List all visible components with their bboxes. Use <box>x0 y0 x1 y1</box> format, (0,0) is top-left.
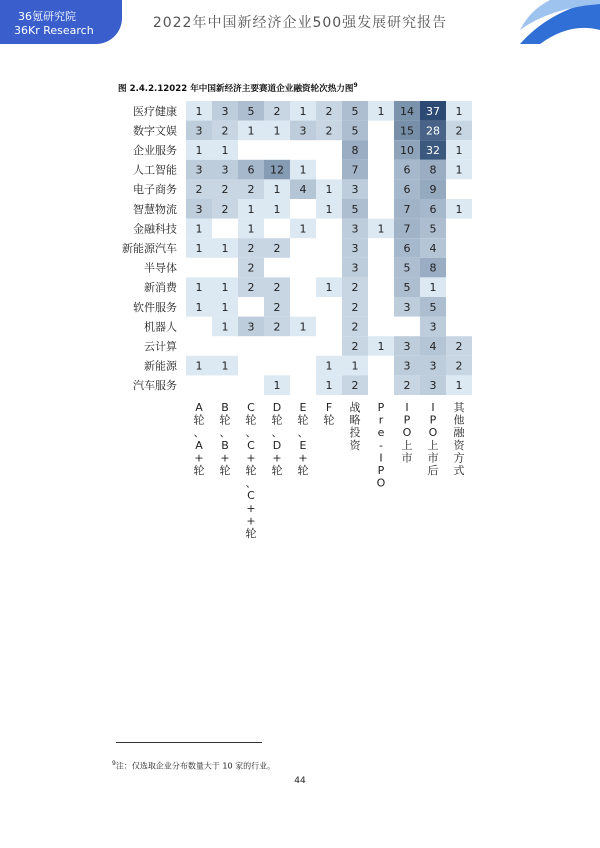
column-label-char: 、 <box>271 426 283 440</box>
column-label-char: 轮 <box>271 464 283 477</box>
cell-value: 2 <box>221 202 229 216</box>
column-label-char: 式 <box>453 464 465 477</box>
cell-value: 1 <box>221 281 229 295</box>
cell-value: 1 <box>455 144 463 157</box>
cell-value: 32 <box>426 144 440 157</box>
column-label-char: 方 <box>453 451 465 465</box>
column-label-char: 轮 <box>219 464 231 477</box>
cell-value: 1 <box>221 242 229 255</box>
column-label-char: 战 <box>349 401 361 414</box>
cell-value: 1 <box>195 144 203 157</box>
cell-value: 3 <box>403 340 411 353</box>
cell-value: 1 <box>325 281 333 295</box>
cell-value: 1 <box>377 222 385 236</box>
row-label: 电子商务 <box>133 183 177 197</box>
cell-value: 2 <box>325 104 333 118</box>
row-label: 医疗健康 <box>133 104 177 118</box>
footnote <box>112 760 275 772</box>
column-label-char: E <box>299 438 307 452</box>
cell-value: 1 <box>221 320 229 334</box>
column-label-char: 轮 <box>245 464 257 477</box>
figure-caption-note-ref: 9 <box>353 82 358 90</box>
row-label: 汽车服务 <box>133 379 177 393</box>
column-label-char: 轮 <box>219 413 231 427</box>
cell-value: 2 <box>273 300 281 314</box>
cell-value: 2 <box>195 183 203 197</box>
cell-value: 1 <box>195 300 203 314</box>
column-label-char: 后 <box>427 464 439 477</box>
cell-value: 2 <box>455 359 463 373</box>
column-label-char: 轮 <box>245 413 257 427</box>
column-label-char: E <box>299 401 307 414</box>
cell-value: 1 <box>195 359 203 373</box>
cell-value: 10 <box>400 144 414 157</box>
cell-value: 1 <box>299 104 307 118</box>
cell-value: 6 <box>403 242 411 255</box>
cell-value: 1 <box>429 281 437 295</box>
row-label: 机器人 <box>144 320 177 334</box>
row-label: 云计算 <box>144 340 177 353</box>
cell-value: 1 <box>325 183 333 197</box>
column-label-char: I <box>379 451 383 465</box>
column-label-char: F <box>325 401 333 414</box>
column-label-char: 上 <box>401 438 413 452</box>
report-title: 2022年中国新经济企业500强发展研究报告 <box>152 15 448 31</box>
column-label-char: O <box>376 476 386 490</box>
column-label-char: B <box>221 438 229 452</box>
cell-value: 12 <box>270 163 284 177</box>
row-label: 新能源 <box>144 359 177 373</box>
cell-value: 1 <box>247 222 255 236</box>
cell-value: 8 <box>429 261 437 275</box>
cell-value: 28 <box>426 124 440 138</box>
cell-value: 2 <box>455 340 463 353</box>
cell-value: 1 <box>273 124 281 138</box>
footnote-ref: 9 <box>112 760 116 767</box>
column-label-char: - <box>379 438 383 452</box>
column-label-char: + <box>246 451 256 465</box>
column-label-char: 、 <box>297 426 309 440</box>
cell-value: 3 <box>221 163 229 177</box>
cell-value: 15 <box>400 124 414 138</box>
cell-value: 3 <box>351 222 359 236</box>
row-label: 新能源汽车 <box>122 242 177 255</box>
cell-value: 2 <box>247 242 255 255</box>
cell-value: 37 <box>426 104 440 118</box>
cell-value: 2 <box>221 183 229 197</box>
cell-value: 3 <box>247 320 255 334</box>
column-label-char: 投 <box>349 426 361 440</box>
column-label-char: 轮 <box>193 413 205 427</box>
cell-value: 1 <box>273 379 281 393</box>
cell-value: 1 <box>325 202 333 216</box>
row-label: 智慧物流 <box>133 202 177 216</box>
cell-value: 1 <box>195 281 203 295</box>
cell-value: 1 <box>325 359 333 373</box>
column-label-char: 融 <box>453 426 465 440</box>
column-label-char: 略 <box>349 413 361 427</box>
cell-value: 6 <box>247 163 255 177</box>
column-label-char: O <box>428 426 438 440</box>
row-label: 半导体 <box>144 261 177 275</box>
page-number: 44 <box>294 776 306 786</box>
cell-value: 5 <box>403 281 411 295</box>
figure-caption-text: 图 2.4.2.12022 年中国新经济主要赛道企业融资轮次热力图 <box>118 84 354 94</box>
row-label: 人工智能 <box>133 163 177 177</box>
column-label-char: I <box>405 401 409 414</box>
cell-value: 1 <box>195 222 203 236</box>
column-label-char: 轮 <box>297 464 309 477</box>
row-label: 企业服务 <box>133 144 177 157</box>
cell-value: 3 <box>403 300 411 314</box>
footnote-text: 注：仅选取企业分布数量大于 10 家的行业。 <box>115 761 276 771</box>
cell-value: 2 <box>351 340 359 353</box>
cell-value: 3 <box>221 104 229 118</box>
column-label-char: e <box>377 426 385 440</box>
column-label-char: 轮 <box>193 464 205 477</box>
cell-value: 2 <box>221 124 229 138</box>
cell-value: 3 <box>351 242 359 255</box>
column-label-char: 他 <box>453 413 465 427</box>
cell-value: 5 <box>351 202 359 216</box>
column-label-char: 市 <box>427 451 439 465</box>
column-label-char: + <box>194 451 204 465</box>
cell-value: 2 <box>247 261 255 275</box>
cell-value: 9 <box>429 183 437 197</box>
cell-value: 6 <box>403 163 411 177</box>
cell-value: 2 <box>351 300 359 314</box>
cell-value: 3 <box>351 261 359 275</box>
cell-value: 1 <box>455 104 463 118</box>
column-label-char: D <box>272 438 282 452</box>
cell-value: 1 <box>299 222 307 236</box>
cell-value: 1 <box>299 163 307 177</box>
cell-value: 3 <box>195 163 203 177</box>
cell-value: 1 <box>273 202 281 216</box>
column-label-char: r <box>378 413 384 427</box>
cell-value: 2 <box>351 379 359 393</box>
brand-name-cn: 36氪研究院 <box>18 10 76 23</box>
column-label-char: + <box>298 451 308 465</box>
row-label: 金融科技 <box>133 222 177 236</box>
cell-value: 1 <box>221 144 229 157</box>
cell-value: 3 <box>351 183 359 197</box>
column-label-char: 、 <box>193 426 205 440</box>
cell-value: 4 <box>299 183 307 197</box>
column-label-char: B <box>221 401 229 414</box>
cell-value: 1 <box>351 359 359 373</box>
brand-name-en: 36Kr Research <box>14 24 94 37</box>
cell-value: 5 <box>429 222 437 236</box>
column-label-char: + <box>246 501 256 515</box>
cell-value: 3 <box>195 202 203 216</box>
cell-value: 1 <box>455 202 463 216</box>
cell-value: 4 <box>429 340 437 353</box>
cell-value: 2 <box>403 379 411 393</box>
cell-value: 1 <box>299 320 307 334</box>
cell-value: 5 <box>429 300 437 314</box>
column-label-char: 市 <box>401 451 413 465</box>
column-label-char: 上 <box>427 438 439 452</box>
cell-value: 2 <box>351 320 359 334</box>
cell-value: 3 <box>299 124 307 138</box>
cell-value: 1 <box>455 163 463 177</box>
column-label-char: A <box>195 401 203 414</box>
cell-value: 7 <box>351 163 359 177</box>
column-label-char: 、 <box>245 476 257 490</box>
column-label-char: 轮 <box>323 413 335 427</box>
column-label-char: + <box>220 451 230 465</box>
column-label-char: 其 <box>453 401 465 414</box>
cell-value: 6 <box>429 202 437 216</box>
column-label-char: I <box>431 401 435 414</box>
cell-value: 7 <box>403 202 411 216</box>
column-label-char: + <box>246 514 256 528</box>
column-label-char: C <box>247 401 255 414</box>
cell-value: 1 <box>247 202 255 216</box>
column-label-char: C <box>247 438 255 452</box>
column-label-char: 、 <box>245 426 257 440</box>
cell-value: 2 <box>273 281 281 295</box>
cell-value: 3 <box>429 320 437 334</box>
column-label-char: P <box>377 464 385 477</box>
column-label-char: O <box>402 426 412 440</box>
column-label-char: P <box>377 401 385 414</box>
cell-value: 1 <box>221 359 229 373</box>
column-label-char: + <box>272 451 282 465</box>
cell-value: 1 <box>377 104 385 118</box>
cell-value: 2 <box>325 124 333 138</box>
column-label-char: 轮 <box>271 413 283 427</box>
column-label-char: 轮 <box>297 413 309 427</box>
cell-value: 8 <box>429 163 437 177</box>
cell-value: 3 <box>403 359 411 373</box>
cell-value: 2 <box>273 320 281 334</box>
cell-value: 14 <box>400 104 414 118</box>
cell-value: 2 <box>247 183 255 197</box>
column-label-char: D <box>272 401 282 414</box>
row-label: 数字文娱 <box>133 124 177 138</box>
cell-value: 5 <box>351 124 359 138</box>
cell-value: 4 <box>429 242 437 255</box>
column-label-char: 、 <box>219 426 231 440</box>
cell-value: 3 <box>429 359 437 373</box>
column-label-char: A <box>195 438 203 452</box>
cell-value: 1 <box>195 104 203 118</box>
cell-value: 3 <box>429 379 437 393</box>
cell-value: 6 <box>403 183 411 197</box>
column-label-char: 资 <box>349 438 361 452</box>
cell-value: 1 <box>325 379 333 393</box>
column-label-char: 资 <box>453 438 465 452</box>
cell-value: 5 <box>403 261 411 275</box>
cell-value: 2 <box>273 242 281 255</box>
cell-value: 2 <box>455 124 463 138</box>
column-label-char: 轮 <box>245 527 257 540</box>
cell-value: 3 <box>195 124 203 138</box>
column-label-char: P <box>429 413 437 427</box>
column-label-char: C <box>247 489 255 503</box>
cell-value: 1 <box>221 300 229 314</box>
cell-value: 7 <box>403 222 411 236</box>
footnote-divider <box>116 742 262 743</box>
cell-value: 1 <box>455 379 463 393</box>
cell-value: 2 <box>247 281 255 295</box>
row-label: 软件服务 <box>133 300 177 314</box>
cell-value: 5 <box>247 104 255 118</box>
cell-value: 2 <box>351 281 359 295</box>
cell-value: 1 <box>195 242 203 255</box>
cell-value: 2 <box>273 104 281 118</box>
cell-value: 5 <box>351 104 359 118</box>
cell-value: 8 <box>351 144 359 157</box>
cell-value: 1 <box>273 183 281 197</box>
row-label: 新消费 <box>144 281 177 295</box>
cell-value: 1 <box>377 340 385 353</box>
column-label-char: P <box>403 413 411 427</box>
cell-value: 1 <box>247 124 255 138</box>
